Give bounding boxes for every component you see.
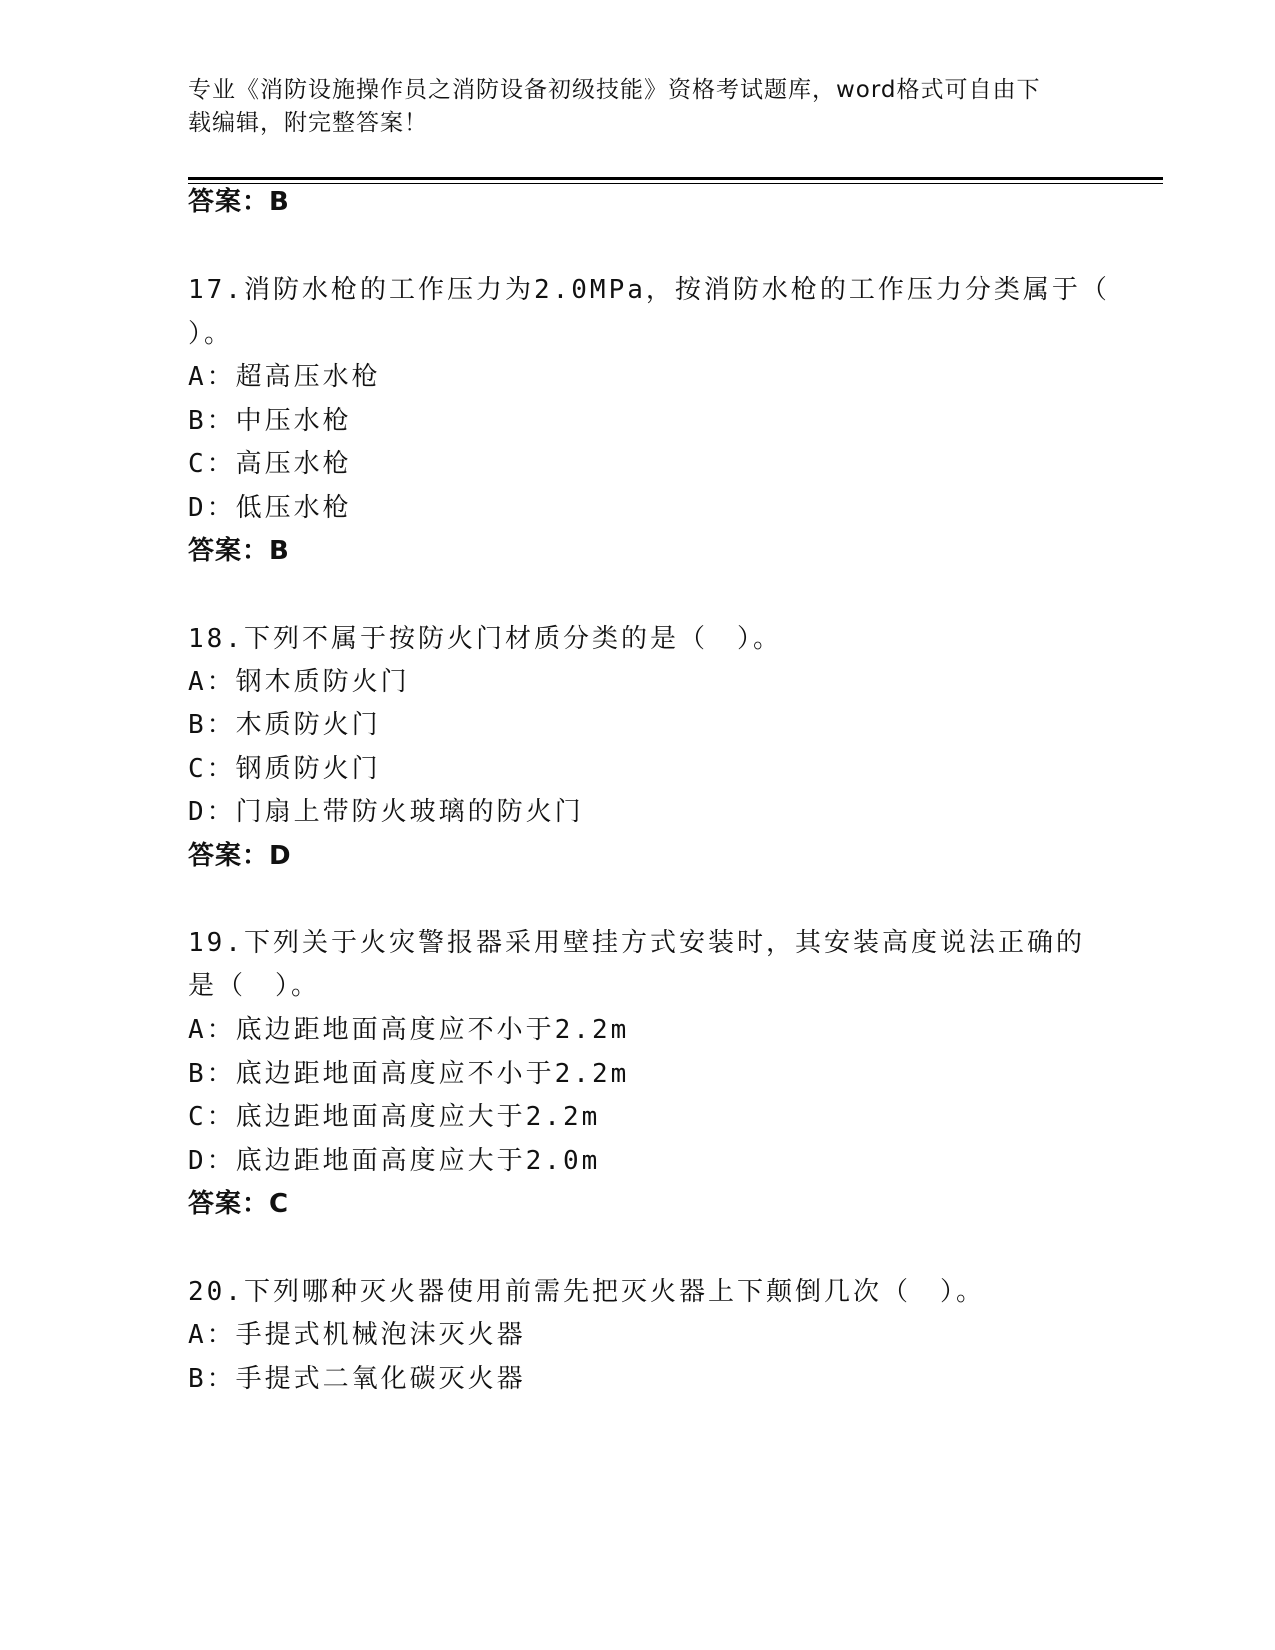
- question-18-option-b: B：木质防火门: [188, 710, 381, 740]
- question-19-option-d: D：底边距地面高度应大于2.0m: [188, 1146, 601, 1176]
- document-header: [188, 74, 1088, 140]
- answer-line: 答案：B: [188, 187, 290, 217]
- question-17-stem-line-1: 17.消防水枪的工作压力为2.0MPa，按消防水枪的工作压力分类属于（: [188, 275, 1110, 305]
- question-20-option-a: A：手提式机械泡沫灭火器: [188, 1320, 526, 1350]
- question-17-answer: 答案：B: [188, 536, 290, 566]
- question-19-option-a: A：底边距地面高度应不小于2.2m: [188, 1015, 630, 1045]
- header-line-1: 专业《消防设施操作员之消防设备初级技能》资格考试题库，word格式可自由下: [188, 77, 1041, 103]
- question-19-option-b: B：底边距地面高度应不小于2.2m: [188, 1059, 630, 1089]
- question-18-option-c: C：钢质防火门: [188, 754, 381, 784]
- header-divider-thin: [188, 183, 1163, 184]
- question-19-stem-line-1: 19.下列关于火灾警报器采用壁挂方式安装时，其安装高度说法正确的: [188, 928, 1085, 958]
- question-19-option-c: C：底边距地面高度应大于2.2m: [188, 1102, 601, 1132]
- question-20-stem: 20.下列哪种灭火器使用前需先把灭火器上下颠倒几次（ ）。: [188, 1277, 985, 1307]
- question-17-stem-line-2: ）。: [188, 319, 234, 349]
- question-17-option-d: D：低压水枪: [188, 493, 352, 523]
- question-18-option-a: A：钢木质防火门: [188, 667, 410, 697]
- question-17-option-c: C：高压水枪: [188, 449, 352, 479]
- question-18-option-d: D：门扇上带防火玻璃的防火门: [188, 797, 584, 827]
- question-18-answer: 答案：D: [188, 841, 292, 871]
- question-19-answer: 答案：C: [188, 1189, 290, 1219]
- question-18-stem: 18.下列不属于按防火门材质分类的是（ ）。: [188, 624, 782, 654]
- question-20-option-b: B：手提式二氧化碳灭火器: [188, 1364, 526, 1394]
- header-line-2: 载编辑，附完整答案！: [188, 110, 428, 136]
- question-17-option-b: B：中压水枪: [188, 406, 352, 436]
- question-17-option-a: A：超高压水枪: [188, 362, 381, 392]
- header-divider-thick: [188, 177, 1163, 180]
- question-19-stem-line-2: 是（ ）。: [188, 971, 321, 1001]
